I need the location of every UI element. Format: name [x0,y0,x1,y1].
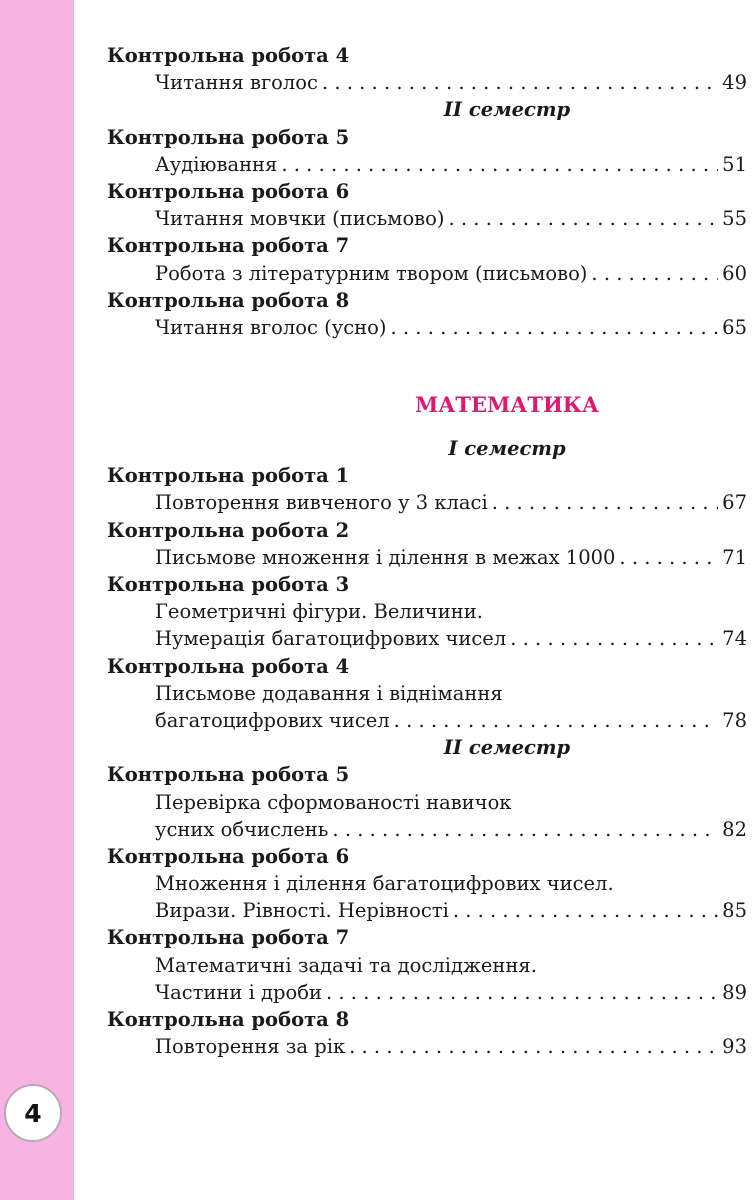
dot-leader [510,625,718,652]
toc-entry-title: Вирази. Рівності. Нерівності [155,899,449,923]
toc-heading: Контрольна робота 5 [107,125,350,149]
toc-entry[interactable] [107,544,747,571]
toc-entry-page: 85 [722,899,747,923]
dot-leader [322,69,718,96]
toc-entry-page: 78 [722,708,747,732]
page-number: 4 [24,1098,42,1128]
dot-leader [449,205,719,232]
toc-heading: Контрольна робота 8 [107,1008,350,1031]
toc-heading: Контрольна робота 1 [107,464,350,488]
toc-entry[interactable] [107,489,747,516]
toc-entry-title: Аудіювання [155,152,278,176]
subject-title: МАТЕМАТИКА [414,392,599,418]
dot-leader [326,979,718,1006]
toc-entry-title: Повторення за рік [155,1035,346,1059]
toc-heading: Контрольна робота 6 [107,844,350,868]
toc-entry-title: Читання вголос (усно) [155,315,387,339]
semester-heading: I семестр [448,437,566,461]
toc-heading: Контрольна робота 8 [107,288,350,312]
dot-leader [492,489,718,516]
toc-entry-title: Нумерація багатоцифрових чисел [155,627,507,651]
page-number-badge [4,1084,62,1142]
semester-heading: II семестр [443,736,571,760]
semester-heading: II семестр [443,98,571,122]
toc-entry-line: Геометричні фігури. Величини. [155,600,483,624]
toc-entry-page: 55 [722,207,747,231]
toc-entry[interactable] [107,1033,747,1060]
toc-entry-line: Перевірка сформованості навичок [155,790,512,814]
toc-entry-page: 65 [722,315,747,339]
table-of-contents [107,42,747,1060]
dot-leader [349,1033,718,1060]
dot-leader [619,544,718,571]
toc-entry-title: Повторення вивченого у 3 класі [155,491,488,515]
toc-heading: Контрольна робота 4 [107,44,350,67]
toc-heading: Контрольна робота 7 [107,926,350,950]
toc-entry-page: 60 [722,261,747,285]
toc-entry[interactable] [107,151,747,178]
toc-entry-title: багатоцифрових чисел [155,708,390,732]
toc-entry[interactable] [107,897,747,924]
toc-entry-title: усних обчислень [155,817,329,841]
toc-entry-page: 74 [722,627,747,651]
page-margin-strip [0,0,74,1200]
toc-entry-page: 93 [722,1035,747,1059]
dot-leader [591,260,718,287]
toc-entry[interactable] [107,205,747,232]
toc-entry[interactable] [107,260,747,287]
toc-heading: Контрольна робота 7 [107,234,350,258]
dot-leader [453,897,718,924]
toc-entry[interactable] [107,707,747,734]
dot-leader [391,314,719,341]
toc-heading: Контрольна робота 5 [107,763,350,787]
toc-entry-page: 82 [722,817,747,841]
toc-entry-page: 71 [722,545,747,569]
toc-entry-title: Читання мовчки (письмово) [155,207,445,231]
toc-entry-line: Письмове додавання і віднімання [155,681,503,705]
toc-entry-title: Письмове множення і ділення в межах 1000 [155,545,616,569]
toc-heading: Контрольна робота 2 [107,518,350,542]
toc-entry-title: Частини і дроби [155,980,322,1004]
dot-leader [281,151,718,178]
toc-entry[interactable] [107,979,747,1006]
dot-leader [332,816,718,843]
toc-entry[interactable] [107,625,747,652]
toc-entry-title: Робота з літературним твором (письмово) [155,261,588,285]
toc-entry-title: Читання вголос [155,71,318,95]
toc-entry-line: Математичні задачі та дослідження. [155,953,537,977]
toc-heading: Контрольна робота 6 [107,179,350,203]
toc-entry[interactable] [107,314,747,341]
dot-leader [394,707,719,734]
toc-heading: Контрольна робота 3 [107,573,350,596]
toc-entry[interactable] [107,69,747,96]
toc-heading: Контрольна робота 4 [107,654,350,678]
toc-entry-line: Множення і ділення багатоцифрових чисел. [155,872,614,896]
toc-entry-page: 89 [722,980,747,1004]
toc-entry-page: 67 [722,491,747,515]
toc-entry-page: 49 [722,71,747,95]
toc-entry[interactable] [107,816,747,843]
toc-entry-page: 51 [722,152,747,176]
